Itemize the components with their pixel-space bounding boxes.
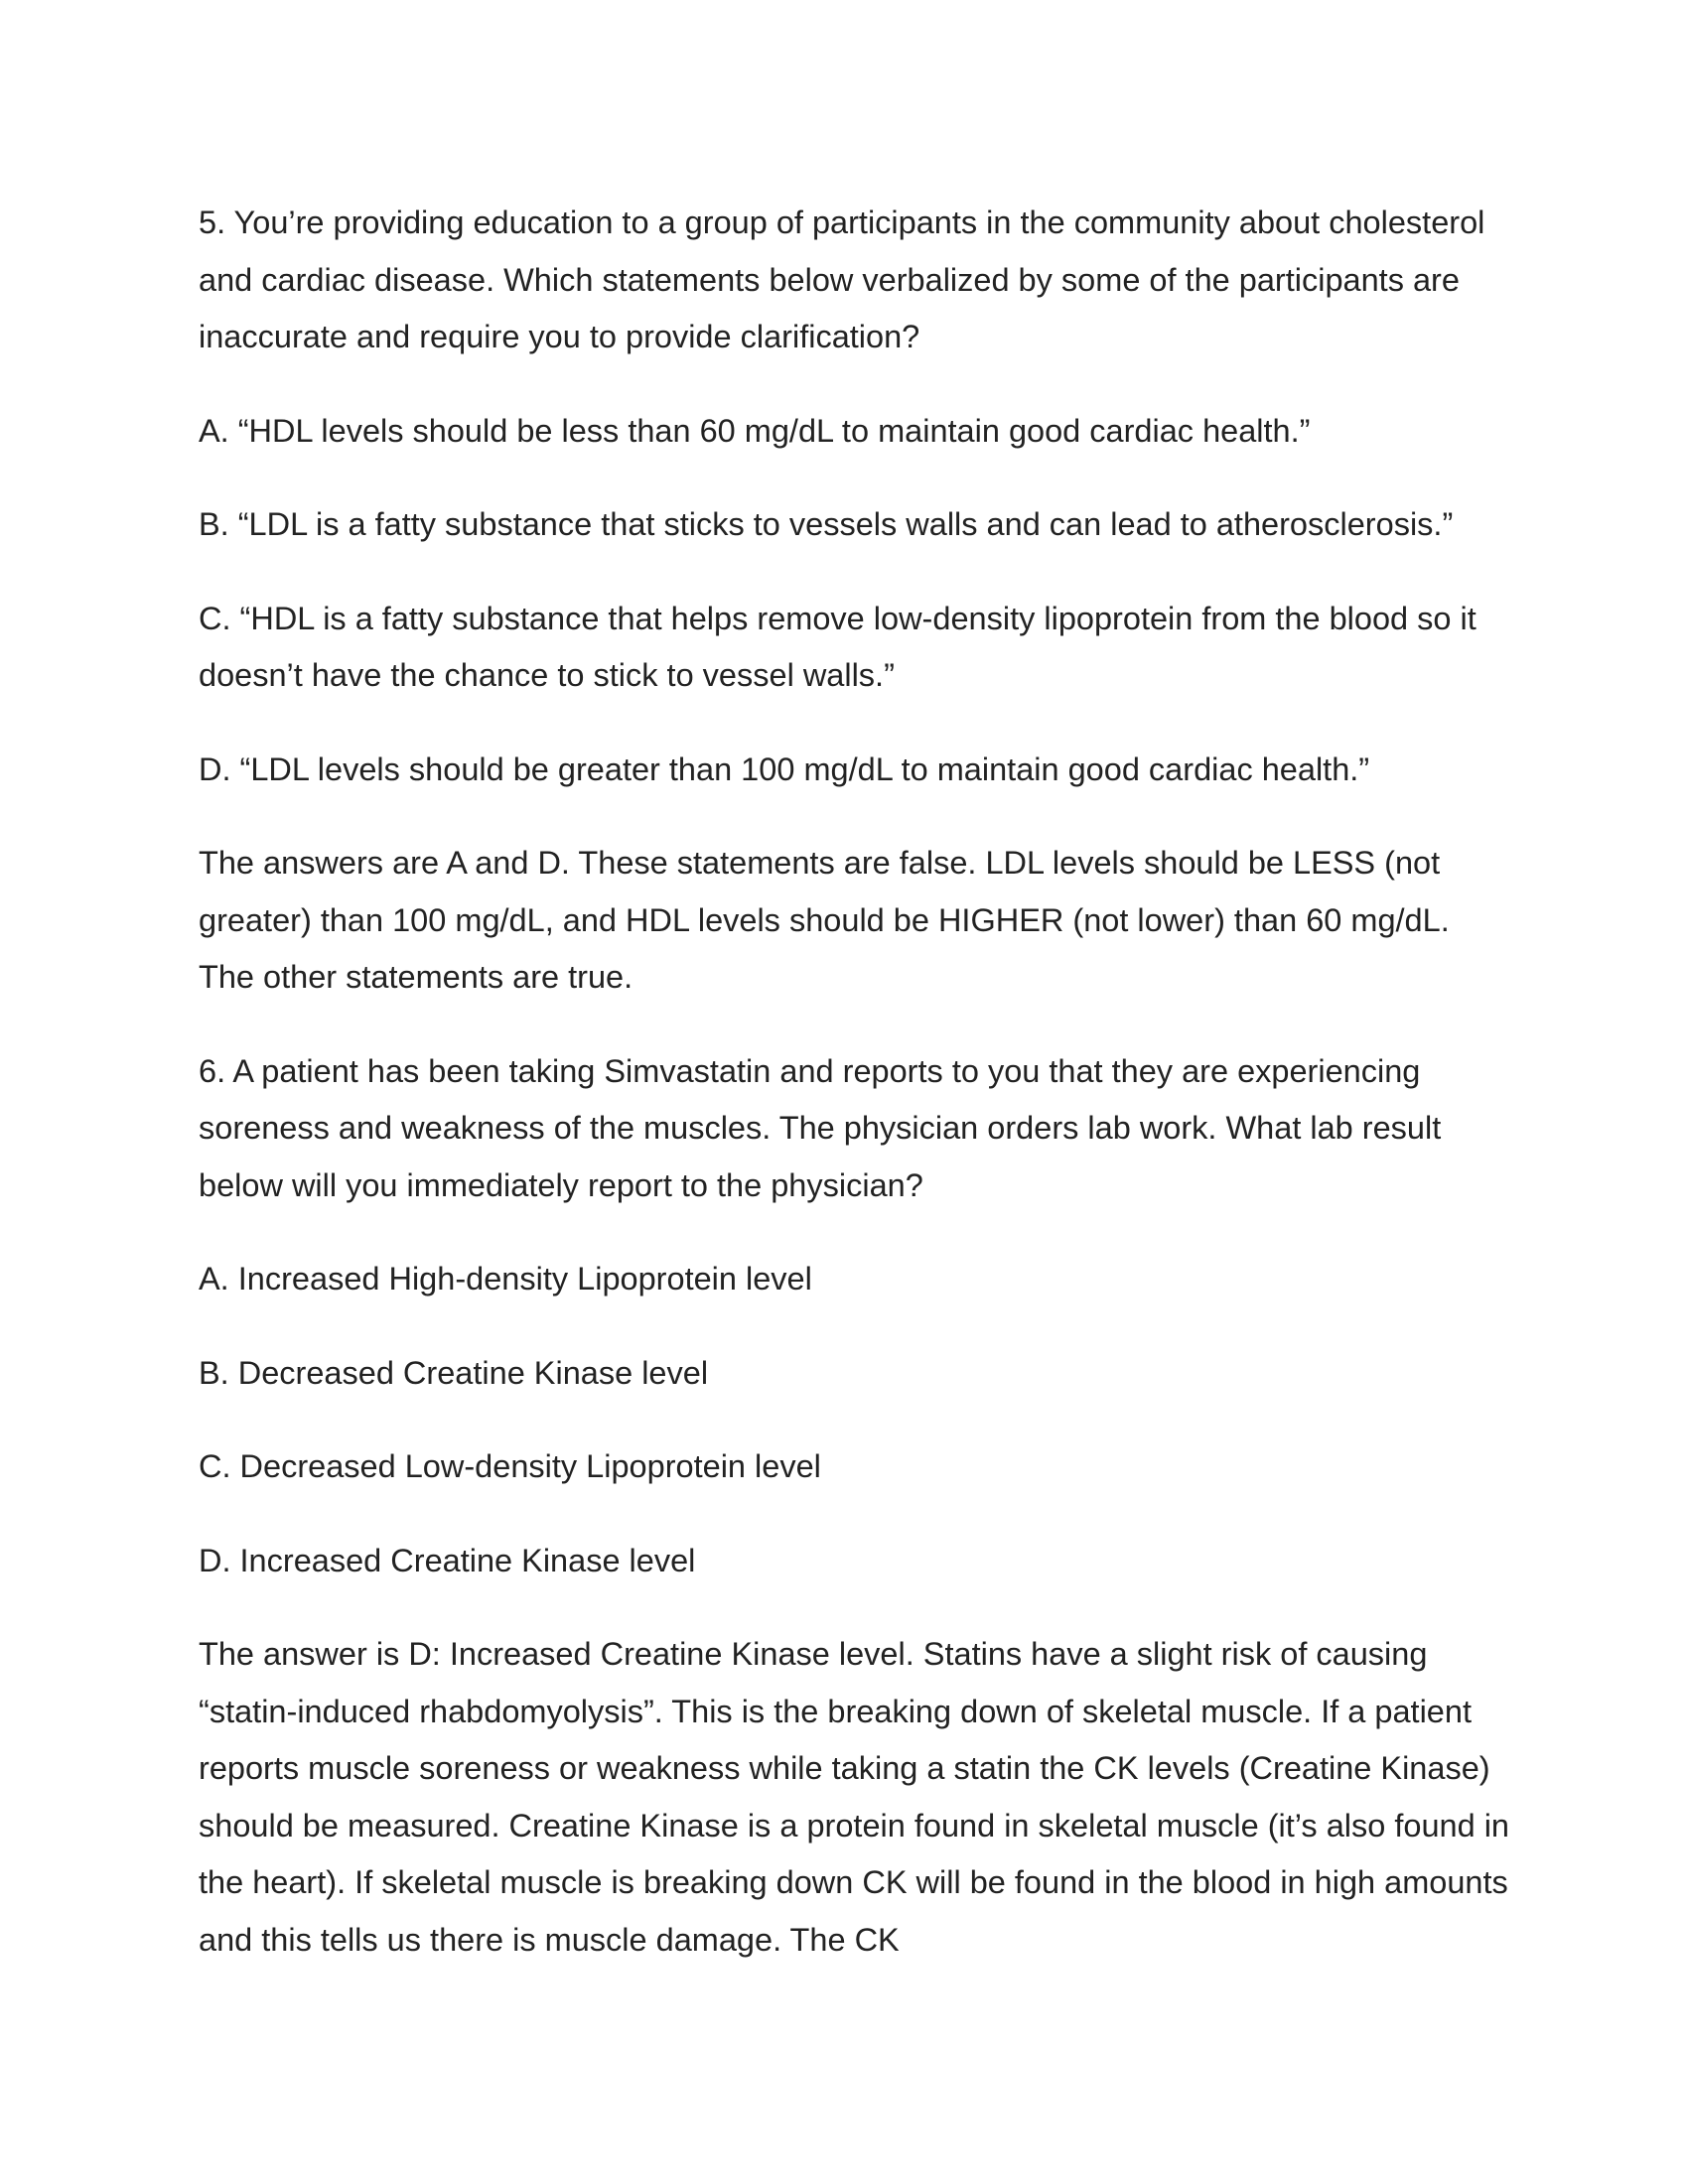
question-6-option-d: D. Increased Creatine Kinase level <box>199 1542 696 1578</box>
question-5-option-b: B. “LDL is a fatty substance that sticks to vessels walls and can lead to atherosclerosis.” <box>199 506 1454 542</box>
question-6-option-a: A. Increased High-density Lipoprotein level <box>199 1261 812 1297</box>
question-5-text: 5. You’re providing education to a group of participants in the community about cholesterol and cardiac disease. Which statements below verbalized by some of the participants are inaccurate and require you to provide clarification? <box>199 205 1485 354</box>
question-5-option-c: C. “HDL is a fatty substance that helps remove low-density lipoprotein from the blood so it doesn’t have the chance to stick to vessel walls.” <box>199 600 1477 693</box>
question-6-option-b: B. Decreased Creatine Kinase level <box>199 1354 709 1391</box>
question-6-option-c: C. Decreased Low-density Lipoprotein level <box>199 1448 821 1484</box>
question-6-answer: The answer is D: Increased Creatine Kinase level. Statins have a slight risk of causing “statin-induced rhabdomyolysis”. This is the breaking down of skeletal muscle. If a patient reports muscle soreness or weakness while taking a statin the CK levels (Creatine Kinase) should be measured. Creatine Kinase is a protein found in skeletal muscle (it’s also found in the heart). If skeletal muscle is breaking down CK will be found in the blood in high amounts and this tells us there is muscle damage. The CK <box>199 1636 1510 1958</box>
question-5-option-a: A. “HDL levels should be less than 60 mg/dL to maintain good cardiac health.” <box>199 412 1311 449</box>
question-5-option-d: D. “LDL levels should be greater than 100 mg/dL to maintain good cardiac health.” <box>199 751 1370 787</box>
document-body <box>199 195 1509 2005</box>
question-6-text: 6. A patient has been taking Simvastatin and reports to you that they are experiencing soreness and weakness of the muscles. The physician orders lab work. What lab result below will you immediately report to the physician? <box>199 1052 1442 1203</box>
question-5-answer: The answers are A and D. These statements are false. LDL levels should be LESS (not greater) than 100 mg/dL, and HDL levels should be HIGHER (not lower) than 60 mg/dL. The other statements are true. <box>199 845 1450 995</box>
